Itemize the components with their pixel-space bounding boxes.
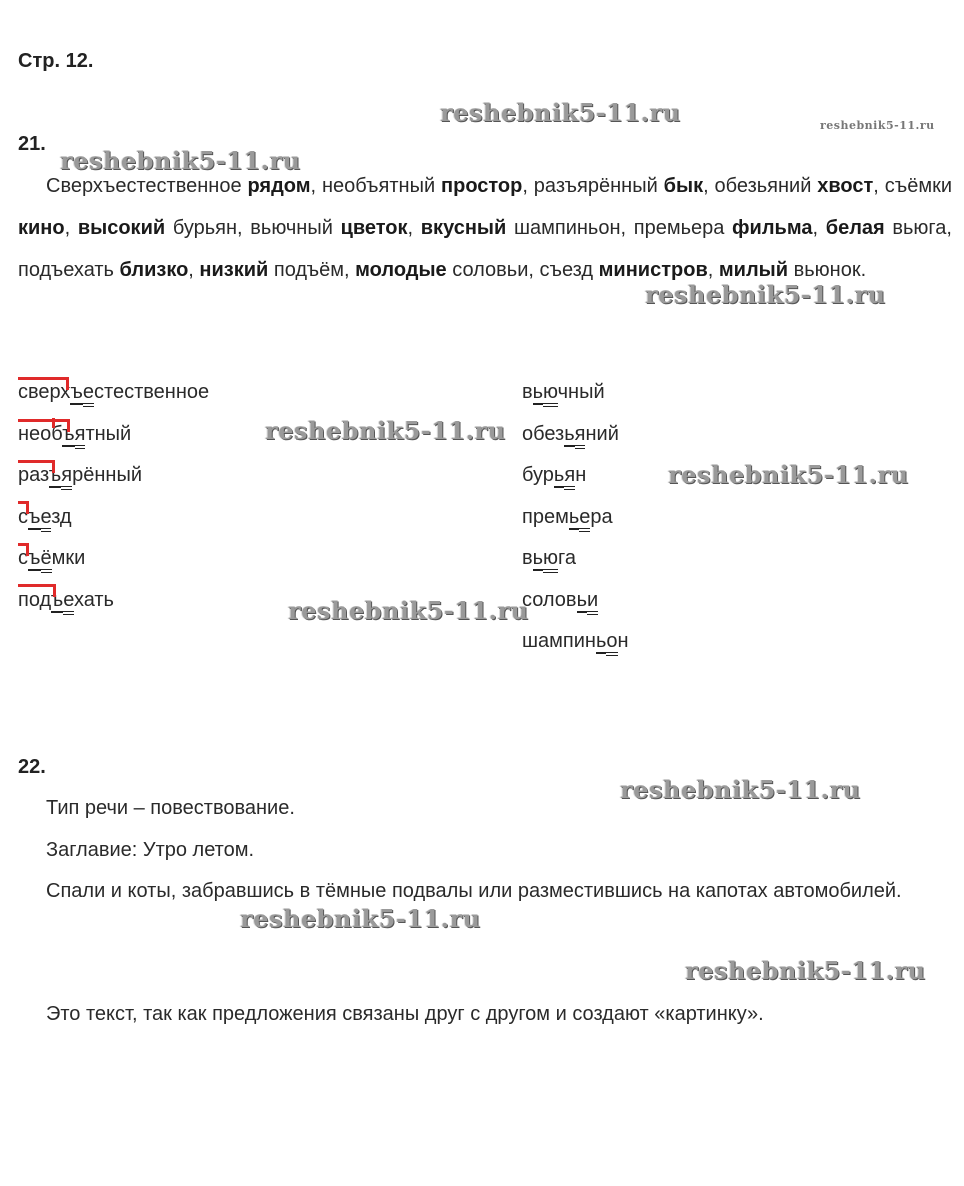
vowel-letter: е bbox=[579, 506, 590, 532]
vowel-letter: е bbox=[41, 506, 52, 532]
prefix-mark-4 bbox=[18, 501, 29, 514]
prefix-mark-1 bbox=[18, 377, 69, 390]
vowel-letter: я bbox=[564, 464, 575, 490]
vowel-letter: е bbox=[83, 381, 94, 407]
speech-type-line: Тип речи – повествование. bbox=[46, 797, 295, 819]
text-run: Сверхъестественное bbox=[46, 175, 248, 197]
analyzed-word bbox=[522, 423, 619, 446]
vowel-letter: ё bbox=[41, 547, 52, 573]
analyzed-word bbox=[522, 464, 586, 487]
bold-word: хвост bbox=[817, 175, 874, 197]
analyzed-word bbox=[522, 630, 629, 653]
word-part: сверх bbox=[18, 381, 71, 403]
vowel-letter: е bbox=[63, 589, 74, 615]
word-part: га bbox=[558, 547, 577, 569]
title-line: Заглавие: Утро летом. bbox=[46, 839, 255, 861]
exercise-21-number: 21. bbox=[18, 133, 46, 155]
watermark: reshebnik5-11.ru bbox=[685, 956, 926, 985]
exercise-21-paragraph bbox=[18, 165, 952, 291]
word-part: шампин bbox=[522, 630, 596, 652]
word-part: бур bbox=[522, 464, 554, 486]
bold-word: молодые bbox=[355, 259, 447, 281]
sign-letter: ъ bbox=[48, 464, 62, 486]
watermark: reshebnik5-11.ru bbox=[288, 596, 529, 625]
word-part: н bbox=[575, 464, 587, 486]
text-run: , bbox=[707, 259, 719, 281]
analyzed-word bbox=[522, 547, 576, 570]
vowel-letter: я bbox=[575, 423, 586, 449]
bold-word: вкусный bbox=[420, 217, 507, 239]
word-part: обез bbox=[522, 422, 565, 445]
text-run: подъём, bbox=[268, 259, 356, 281]
text-run: , bbox=[188, 259, 200, 281]
text-run: , разъярённый bbox=[522, 175, 664, 197]
vowel-letter: о bbox=[606, 630, 617, 656]
word-part: хать bbox=[73, 588, 114, 611]
text-run: , bbox=[812, 217, 826, 239]
word-part: солов bbox=[522, 588, 577, 611]
word-part: под bbox=[18, 588, 51, 611]
bold-word: простор bbox=[441, 175, 523, 197]
bold-word: цветок bbox=[340, 217, 408, 239]
text-run: , bbox=[64, 217, 78, 239]
watermark: reshebnik5-11.ru bbox=[265, 416, 506, 445]
prefix-mark-5 bbox=[18, 543, 29, 556]
sign-letter: ъ bbox=[28, 505, 41, 528]
word-part: в bbox=[522, 381, 533, 403]
text-run: , необъятный bbox=[310, 175, 442, 197]
word-part: чный bbox=[557, 381, 605, 403]
text-run: соловьи, съезд bbox=[446, 259, 599, 281]
sign-letter: ь bbox=[576, 588, 587, 611]
analyzed-word bbox=[522, 589, 598, 612]
word-part: мки bbox=[51, 547, 86, 569]
sign-letter: ь bbox=[553, 464, 565, 486]
word-part: зд bbox=[51, 505, 72, 528]
prefix-mark-3 bbox=[18, 460, 55, 473]
bold-word: кино bbox=[18, 217, 65, 239]
text-run: вьюга, подъехать bbox=[18, 217, 952, 281]
vowel-letter: ю bbox=[543, 381, 558, 407]
prefix-mark-2b bbox=[18, 418, 55, 428]
prefix-mark-6 bbox=[18, 584, 56, 597]
analyzed-word bbox=[522, 506, 613, 529]
sign-letter: ъ bbox=[50, 588, 64, 611]
bold-word: близко bbox=[119, 259, 189, 281]
vowel-letter: ю bbox=[543, 547, 558, 573]
vowel-letter: я bbox=[61, 464, 72, 490]
text-run: вьюнок. bbox=[788, 259, 867, 281]
sign-letter: ь bbox=[532, 547, 544, 569]
word-part: в bbox=[522, 547, 533, 569]
watermark: reshebnik5-11.ru bbox=[60, 146, 301, 175]
watermark-small: reshebnik5-11.ru bbox=[820, 119, 935, 132]
word-part: необ bbox=[18, 422, 63, 445]
watermark: reshebnik5-11.ru bbox=[620, 775, 861, 804]
page-label: Стр. 12. bbox=[18, 50, 94, 72]
word-part: прем bbox=[522, 505, 569, 528]
vowel-letter: я bbox=[75, 423, 86, 449]
exercise-22-number: 22. bbox=[18, 756, 46, 778]
text-run: бурьян, вьючный bbox=[165, 217, 341, 239]
watermark: reshebnik5-11.ru bbox=[240, 904, 481, 933]
bold-word: низкий bbox=[199, 259, 269, 281]
bold-word: министров bbox=[598, 259, 708, 281]
bold-word: рядом bbox=[247, 175, 311, 197]
watermark: reshebnik5-11.ru bbox=[645, 280, 886, 309]
word-part: ра bbox=[590, 505, 613, 528]
bold-word: фильма bbox=[732, 217, 813, 239]
sign-letter: ь bbox=[564, 422, 575, 445]
conclusion-line: Это текст, так как предложения связаны друг с другом и создают «картинку». bbox=[46, 1003, 764, 1025]
watermark: reshebnik5-11.ru bbox=[668, 460, 909, 489]
sign-letter: ъ bbox=[28, 547, 41, 569]
sentence-paragraph: Спали и коты, забравшись в тёмные подвалы или разместившись на капотах автомобилей. bbox=[46, 880, 902, 902]
sign-letter: ь bbox=[568, 505, 580, 528]
word-part: с bbox=[18, 505, 28, 528]
word-part: стественное bbox=[94, 381, 210, 403]
sign-letter: ь bbox=[595, 630, 607, 652]
text-run: , обезьяний bbox=[703, 175, 818, 197]
word-part: раз bbox=[18, 464, 49, 486]
word-part: с bbox=[18, 547, 28, 569]
word-part: рённый bbox=[72, 464, 142, 486]
bold-word: высокий bbox=[77, 217, 166, 239]
word-part: ний bbox=[585, 422, 619, 445]
sign-letter: ъ bbox=[70, 381, 83, 403]
word-part: тный bbox=[85, 422, 132, 445]
bold-word: бык bbox=[663, 175, 704, 197]
text-run: , съёмки bbox=[873, 175, 953, 197]
word-part: н bbox=[617, 630, 629, 652]
bold-word: милый bbox=[718, 259, 789, 281]
sign-letter: ь bbox=[532, 381, 544, 403]
bold-word: белая bbox=[825, 217, 885, 239]
text-run: , bbox=[407, 217, 421, 239]
watermark: reshebnik5-11.ru bbox=[440, 98, 681, 127]
vowel-letter: и bbox=[587, 589, 598, 615]
analyzed-word bbox=[522, 381, 605, 404]
text-run: шампиньон, премьера bbox=[506, 217, 733, 239]
sign-letter: ъ bbox=[62, 422, 75, 445]
